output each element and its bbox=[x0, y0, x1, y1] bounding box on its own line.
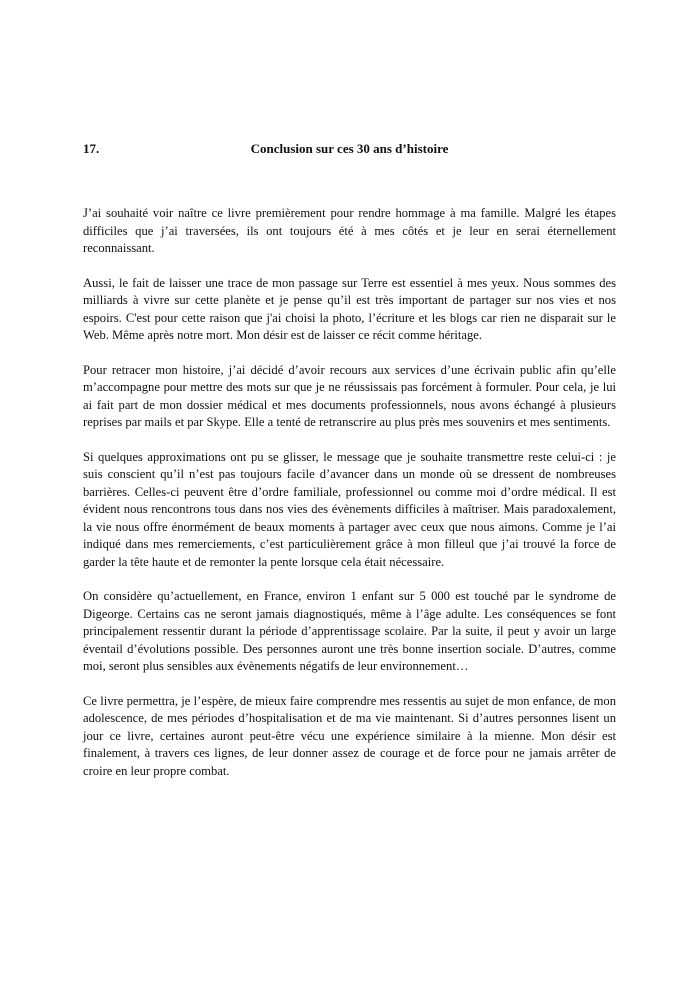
chapter-title: Conclusion sur ces 30 ans d’histoire bbox=[250, 141, 449, 156]
paragraph: Pour retracer mon histoire, j’ai décidé d’avoir recours aux services d’une écrivain public afin qu’elle m’accompagne pour mettre des mots sur que je ne réussissais pas forcément à formuler. Pour cela, je lui ai fait part de mon dossier médical et mes documents professionnels, nous avons échangé à plusieurs reprises par mails et par Skype. Elle a tenté de retranscrire au plus près mes souvenirs et mes sentiments. bbox=[83, 362, 616, 429]
chapter-header bbox=[83, 141, 616, 161]
paragraph: Si quelques approximations ont pu se glisser, le message que je souhaite transmettre reste celui-ci : je suis conscient qu’il n’est pas toujours facile d’avancer dans un monde où se dressent de nombreuses barrières. Celles-ci peuvent être d’ordre familiale, professionnel ou comme moi d’ordre médical. Il est évident nous rencontrons tous dans nos vies des évènements difficiles à maîtriser. Mais paradoxalement, la vie nous offre énormément de beaux moments à partager avec ceux que nous aimons. Comme je l’ai indiqué dans mes remerciements, c’est particulièrement grâce à mon filleul que j’ai trouvé la force de garder la tête haute et de remonter la pente lorsque cela était nécessaire. bbox=[83, 449, 616, 569]
paragraph: Ce livre permettra, je l’espère, de mieux faire comprendre mes ressentis au sujet de mon enfance, de mon adolescence, de mes périodes d’hospitalisation et de ma vie maintenant. Si d’autres personnes lisent un jour ce livre, certaines auront peut-être vécu une expérience similaire à la mienne. Mon désir est finalement, à travers ces lignes, de leur donner assez de courage et de force pour ne jamais arrêter de croire en leur propre combat. bbox=[83, 693, 616, 778]
paragraph: J’ai souhaité voir naître ce livre premièrement pour rendre hommage à ma famille. Malgré les étapes difficiles que j’ai traversées, ils ont toujours été à mes côtés et je leur en serai éternellement reconnaissant. bbox=[83, 206, 616, 255]
paragraph: Aussi, le fait de laisser une trace de mon passage sur Terre est essentiel à mes yeux. Nous sommes des milliards à vivre sur cette planète et je pense qu’il est très important de partager sur nos vies et nos espoirs. C'est pour cette raison que j'ai choisi la photo, l’écriture et les blogs car rien ne disparait sur le Web. Même après notre mort. Mon désir est de laisser ce récit comme héritage. bbox=[83, 275, 616, 342]
chapter-number: 17. bbox=[83, 141, 100, 156]
paragraph: On considère qu’actuellement, en France, environ 1 enfant sur 5 000 est touché par le syndrome de Digeorge. Certains cas ne seront jamais diagnostiqués, même à l’âge adulte. Les conséquences se font principalement ressentir durant la période d’apprentissage scolaire. Par la suite, il peut y avoir un large éventail d’évolutions possible. Des personnes auront une très bonne insertion sociale. D’autres, comme moi, seront plus sensibles aux évènements négatifs de leur environnement… bbox=[83, 589, 616, 673]
chapter-body bbox=[83, 205, 616, 797]
